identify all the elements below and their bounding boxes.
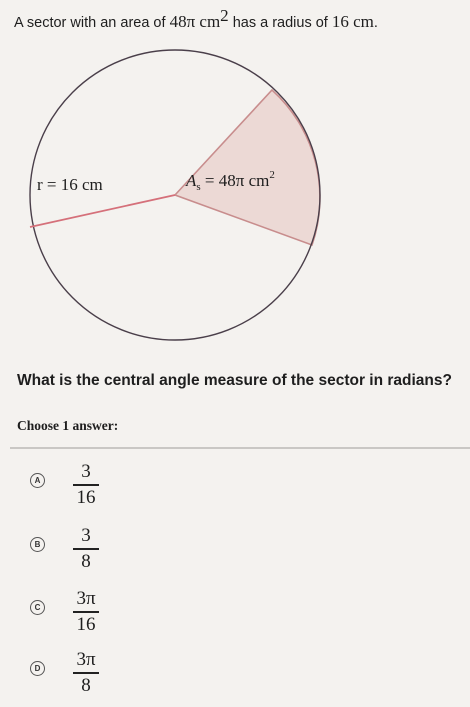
choose-label: Choose 1 answer: xyxy=(17,418,119,433)
option-d-fraction xyxy=(70,650,102,696)
problem-suffix: . xyxy=(373,14,378,31)
option-a-fraction xyxy=(70,462,102,508)
area-value-text: = 48π cm xyxy=(200,171,270,190)
answer-option-c[interactable] xyxy=(30,589,230,649)
option-b-denominator: 8 xyxy=(81,550,91,572)
fraction-bar xyxy=(73,611,99,613)
sector-shape xyxy=(175,90,320,245)
option-c-numerator: 3π xyxy=(76,588,96,609)
area-exponent: 2 xyxy=(220,6,229,25)
option-d-denominator: 8 xyxy=(81,674,91,696)
problem-statement xyxy=(14,6,378,32)
problem-middle: has a radius of xyxy=(228,14,332,31)
area-value: 48π cm xyxy=(169,11,221,31)
radius-line xyxy=(30,195,175,227)
fraction-bar xyxy=(73,548,99,550)
answer-option-a[interactable] xyxy=(30,462,230,522)
option-a-numerator: 3 xyxy=(81,461,91,482)
fraction-bar xyxy=(73,672,99,674)
option-d-numerator: 3π xyxy=(76,649,96,670)
option-c-denominator: 16 xyxy=(76,613,96,635)
option-a-radio[interactable]: A xyxy=(30,473,45,488)
option-c-fraction xyxy=(70,589,102,635)
option-b-numerator: 3 xyxy=(81,525,91,546)
area-value-exponent: 2 xyxy=(269,169,275,181)
divider xyxy=(10,447,470,449)
fraction-bar xyxy=(73,484,99,486)
option-b-radio[interactable]: B xyxy=(30,537,45,552)
radius-label: r = 16 cm xyxy=(37,175,103,194)
sector-diagram xyxy=(0,40,340,360)
option-b-fraction xyxy=(70,526,102,572)
option-d-radio[interactable]: D xyxy=(30,661,45,676)
option-c-radio[interactable]: C xyxy=(30,600,45,615)
radius-value: 16 cm xyxy=(331,11,374,31)
area-subscript: s xyxy=(196,181,201,193)
problem-prefix: A sector with an area of xyxy=(14,14,170,31)
option-a-denominator: 16 xyxy=(76,486,96,508)
area-symbol: A xyxy=(186,171,197,190)
answer-option-b[interactable] xyxy=(30,526,230,586)
question-text: What is the central angle measure of the sector in radians? xyxy=(17,372,452,389)
answer-option-d[interactable] xyxy=(30,650,230,707)
